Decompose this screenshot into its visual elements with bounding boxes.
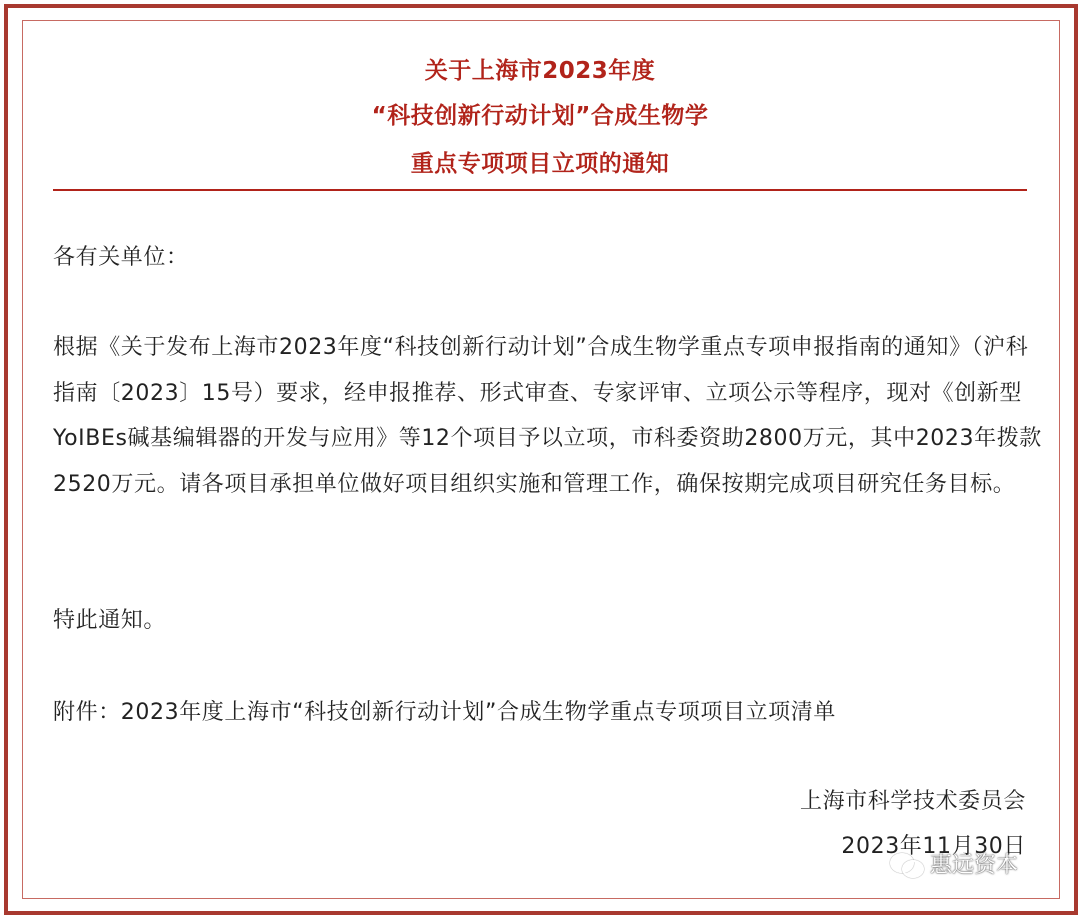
signature-date: 2023年11月30日 [841, 834, 1026, 859]
closing-notice: 特此通知。 [53, 608, 167, 633]
wechat-icon [890, 851, 924, 877]
signature-organization: 上海市科学技术委员会 [799, 789, 1026, 814]
watermark [890, 848, 1018, 879]
title-divider [53, 189, 1027, 191]
title-line-2: “科技创新行动计划”合成生物学 [371, 103, 709, 129]
title-line-3: 重点专项项目立项的通知 [410, 151, 670, 177]
title-line-1: 关于上海市2023年度 [424, 58, 656, 84]
body-paragraph: 根据《关于发布上海市2023年度“科技创新行动计划”合成生物学重点专项申报指南的通知》（沪科指南〔2023〕15号）要求，经申报推荐、形式审查、专家评审、立项公示等程序，现对《创新型YoIBEs碱基编辑器的开发与应用》等12个项目予以立项，市科委资助2800万元，其中2023年拨款2520万元。请各项目承担单位做好项目组织实施和管理工作，确保按期完成项目研究任务目标。 [53, 335, 1042, 497]
attachment-line: 附件：2023年度上海市“科技创新行动计划”合成生物学重点专项项目立项清单 [53, 700, 836, 725]
greeting: 各有关单位： [53, 245, 189, 270]
watermark-text: 惠远资本 [930, 853, 1019, 878]
